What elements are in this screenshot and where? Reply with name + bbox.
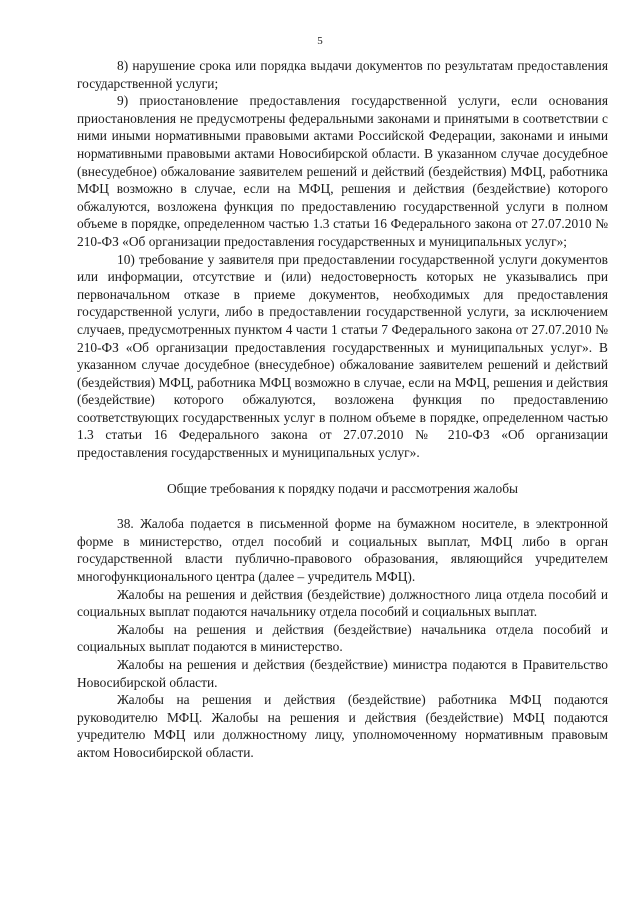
paragraph-complaint-official: Жалобы на решения и действия (бездействие) должностного лица отдела пособий и социальных выплат подаются начальнику отдела пособий и социальных выплат. (77, 586, 608, 620)
paragraph-complaint-mfc: Жалобы на решения и действия (бездействие) работника МФЦ подаются руководителю МФЦ. Жалобы на решения и действия (бездействие) МФЦ подаются учредителю МФЦ или должностному лицу, уполномоченному нормативным правовым актом Новосибирской области. (77, 692, 608, 760)
paragraph-item-10: 10) требование у заявителя при предоставлении государственной услуги документов или информации, отсутствие и (или) недостоверность которых не указывались при первоначальном отказе в приеме документов, необходимых для предоставления государственной услуги, либо в предоставлении государственной услуги, за исключением случаев, предусмотренных пунктом 4 части 1 статьи 7 Федерального закона от 27.07.2010 № 210-ФЗ «Об организации предоставления государственных и муниципальных услуг». В указанном случае досудебное (внесудебное) обжалование заявителем решений и действий (бездействия) МФЦ, работника МФЦ возможно в случае, если на МФЦ, решения и действия (бездействие) которого обжалуются, возложена функция по предоставлению соответствующих государственных услуг в полном объеме в порядке, определенном частью 1.3 статьи 16 Федерального закона от 27.07.2010 № 210-ФЗ «Об организации предоставления государственных и муниципальных услуг». (77, 251, 608, 461)
paragraph-item-8: 8) нарушение срока или порядка выдачи документов по результатам предоставления государственной услуги; (77, 58, 608, 91)
document-body (77, 57, 608, 762)
paragraph-complaint-minister: Жалобы на решения и действия (бездействие) министра подаются в Правительство Новосибирской области. (77, 657, 608, 690)
paragraph-complaint-head: Жалобы на решения и действия (бездействие) начальника отдела пособий и социальных выплат подаются в министерство. (77, 621, 608, 655)
page-number: 5 (317, 35, 323, 47)
paragraph-clause-38: 38. Жалоба подается в письменной форме на бумажном носителе, в электронной форме в министерство, отдел пособий и социальных выплат, МФЦ либо в орган государственной власти публично-правового образования, являющийся учредителем многофункционального центра (далее – учредитель МФЦ). (77, 516, 608, 585)
section-heading: Общие требования к порядку подачи и рассмотрения жалобы (166, 480, 519, 496)
paragraph-item-9: 9) приостановление предоставления государственной услуги, если основания приостановления не предусмотрены федеральными законами и принятыми в соответствии с ними иными нормативными правовыми актами Российской Федерации, законами и иными нормативными правовыми актами Новосибирской области. В указанном случае досудебное (внесудебное) обжалование заявителем решений и действий (бездействия) МФЦ, работника МФЦ возможно в случае, если на МФЦ, решения и действия (бездействие) которого обжалуются, возложена функция по предоставлению государственной услуги в полном объеме в порядке, определенном частью 1.3 статьи 16 Федерального закона от 27.07.2010 № 210-ФЗ «Об организации предоставления государственных и муниципальных услуг»; (77, 93, 608, 249)
